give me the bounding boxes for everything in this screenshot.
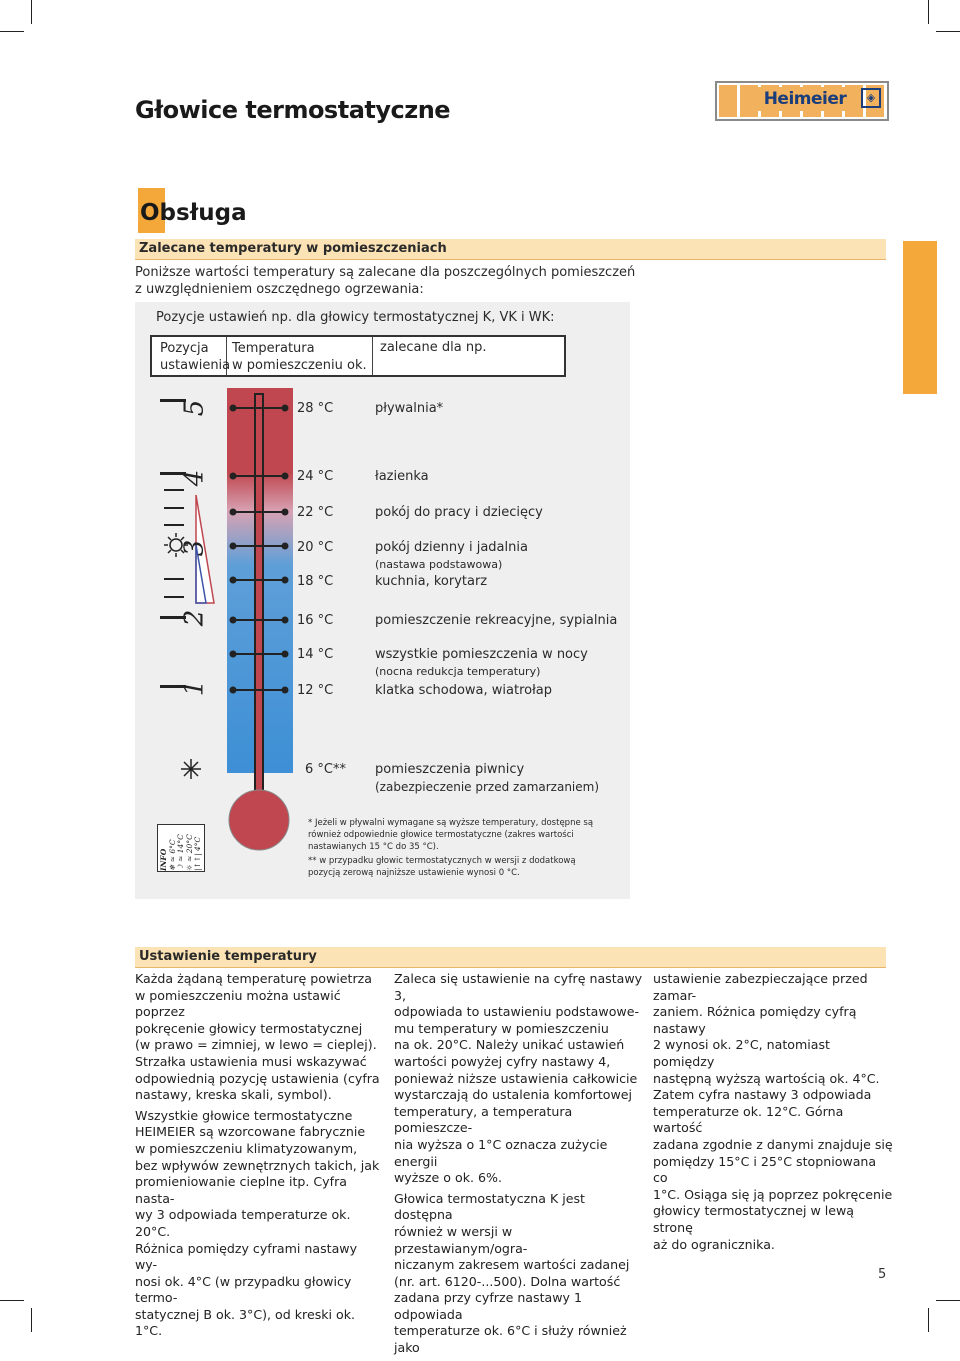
text-column-1: [135, 971, 380, 1344]
page-title: Głowice termostatyczne: [135, 96, 451, 124]
row-note: (zabezpieczenie przed zamarzaniem): [375, 780, 600, 794]
row-room: pomieszczenia piwnicy: [375, 762, 525, 777]
row-room: pomieszczenie rekreacyjne, sypialnia: [375, 613, 618, 628]
crop-mark: [31, 1308, 32, 1332]
thermometer: [225, 388, 297, 858]
row-room: pokój do pracy i dziecięcy: [375, 505, 543, 520]
paragraph: ustawienie zabezpieczające przed zamar- zaniem. Różnica pomiędzy cyfrą nastawy 2 wynosi ok. 2°C, natomiast pomiędzy następną wyższą wartością ok. 4°C. Zatem cyfra nastawy 3 odpowiada temperaturze ok. 12°C. Górna wartość zadana zgodnie z danymi znajduje się pomiędzy 15°C i 25°C stopniowana co 1°C. Osiąga się ją poprzez pokręcenie głowicy termostatycznej w lewą stronę aż do ogranicznika.: [653, 971, 893, 1252]
info-line: ☽ ≈ 14°C: [175, 834, 185, 871]
subsection-title: Zalecane temperatury w pomieszczeniach: [139, 241, 447, 256]
header-temperature: Temperatura w pomieszczeniu ok.: [232, 341, 367, 373]
footnotes: [308, 817, 608, 879]
row-room: pływalnia*: [375, 401, 444, 416]
section-title: Obsługa: [140, 200, 247, 226]
info-title: INFO: [158, 848, 168, 871]
panel-caption: Pozycje ustawień np. dla głowicy termostatycznej K, VK i WK:: [156, 310, 555, 325]
text-column-3: [653, 971, 893, 1257]
moon-icon: [198, 647, 207, 665]
crop-mark: [936, 1300, 960, 1301]
text-column-2: [394, 971, 644, 1361]
info-line: |↑↑| 4°C: [192, 836, 202, 871]
footnote: ** w przypadku głowic termostatycznych w wersji z dodatkową pozycją zerową najniższe ustawienie wynosi 0 °C.: [308, 856, 576, 878]
header-position: Pozycja ustawienia: [160, 341, 231, 373]
paragraph: Wszystkie głowice termostatyczne HEIMEIER są wzorcowane fabrycznie w pomieszczeniu klimatyzowanym, bez wpływów zewnętrznych takich, jak promieniowanie cieplne itp. Cyfra nasta- wy 3 odpowiada temperaturze ok. 20°C. Różnica pomiędzy cyframi nastawy wy- nosi ok. 4°C (w przypadku głowicy termo- statycznej B ok. 3°C), od kreski ok. 1°C.: [135, 1107, 380, 1339]
thermometer-bulb: [229, 790, 289, 850]
row-temp: 22 °C: [297, 505, 334, 520]
page-number: 5: [878, 1267, 887, 1282]
scale-number-2: 2: [179, 609, 210, 627]
snowflake-icon: [180, 758, 202, 780]
thermometer-column: [255, 394, 263, 799]
row-room: łazienka: [375, 469, 429, 484]
intro-line: Poniższe wartości temperatury są zalecane dla poszczególnych pomieszczeń: [135, 265, 636, 280]
row-room: klatka schodowa, wiatrołap: [375, 683, 553, 698]
row-temp: 16 °C: [297, 613, 334, 628]
paragraph: Głowica termostatyczna K jest dostępna również w wersji w przestawianym/ogra- niczanym zakresem wartości zadanej (nr. art. 6120-...500). Dolna wartość zadana przy cyfrze nastawy 1 odpowiada temperaturze ok. 6°C i służy również jako: [394, 1190, 630, 1356]
subsection-bar: [135, 239, 886, 260]
info-line: ❄ ≈ 6°C: [167, 839, 177, 871]
subsection-title: Ustawienie temperatury: [139, 949, 317, 964]
row-room: kuchnia, korytarz: [375, 574, 488, 589]
row-room: pokój dzienny i jadalnia: [375, 540, 528, 555]
row-temp: 28 °C: [297, 401, 334, 416]
row-note: (nastawa podstawowa): [375, 558, 503, 571]
crop-mark: [928, 1308, 929, 1332]
row-temp: 20 °C: [297, 540, 334, 555]
paragraph: Każda żądaną temperaturę powietrza w pomieszczeniu można ustawić poprzez pokręcenie głowicy termostatycznej (w prawo = zimniej, w lewo = cieplej). Strzałka ustawienia musi wskazywać odpowiednią pozycję ustawienia (cyfra nastawy, kreska skali, symbol).: [135, 971, 380, 1103]
intro-text: [135, 264, 635, 298]
scale-number-4: 4: [179, 469, 210, 487]
side-tab: [903, 241, 937, 394]
info-line: ☼ ≈ 20°C: [184, 834, 194, 871]
subsection-bar: [135, 947, 886, 968]
header-room: zalecane dla np.: [380, 340, 487, 355]
brand-name: Heimeier: [757, 87, 853, 111]
crop-mark: [936, 31, 960, 32]
crop-mark: [31, 0, 32, 24]
crop-mark: [0, 1300, 24, 1301]
row-temp: 6 °C**: [305, 762, 346, 777]
row-room: wszystkie pomieszczenia w nocy: [375, 647, 588, 662]
paragraph: Zaleca się ustawienie na cyfrę nastawy 3, odpowiada to ustawieniu podstawowe- mu temperatury w pomieszczeniu na ok. 20°C. Należy unikać ustawień wartości powyżej cyfry nastawy 4, ponieważ niższe ustawienia całkowicie wystarczają do ustalenia komfortowej temperatury, a temperatura pomieszcze- nia wyższa o 1°C oznacza zużycie energii wyższe o ok. 6%.: [394, 971, 643, 1186]
row-temp: 12 °C: [297, 683, 334, 698]
row-temp: 14 °C: [297, 647, 334, 662]
brand-emblem-icon: ◈: [861, 88, 881, 108]
scale-number-3: 3: [179, 539, 210, 557]
footnote: * Jeżeli w pływalni wymagane są wyższe temperatury, dostępne są również odpowiednie głowice termostatyczne (zakres wartości nastawianych 15 °C do 35 °C).: [308, 818, 594, 852]
row-temp: 18 °C: [297, 574, 334, 589]
heimeier-logo: [715, 81, 889, 121]
crop-mark: [0, 31, 24, 32]
scale-number-1: 1: [179, 679, 210, 697]
row-temp: 24 °C: [297, 469, 334, 484]
scale-number-5: 5: [179, 399, 210, 417]
crop-mark: [928, 0, 929, 24]
table-header: [150, 335, 566, 377]
intro-line: z uwzględnieniem oszczędnego ogrzewania:: [135, 282, 424, 297]
info-box: [157, 824, 205, 872]
row-note: (nocna redukcja temperatury): [375, 665, 541, 678]
